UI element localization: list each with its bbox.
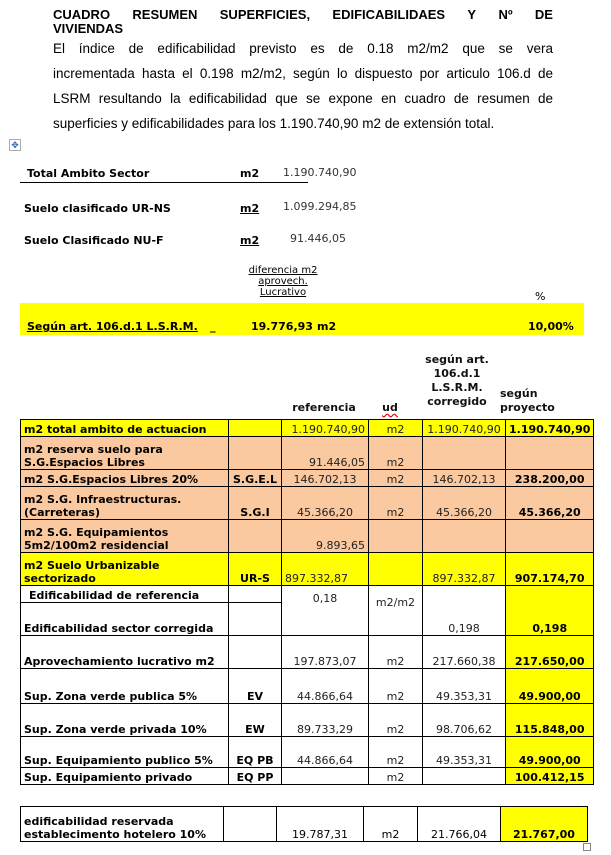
row-ud: m2 [369,437,423,470]
nu-f-value: 91.446,05 [290,232,346,245]
row-code: EQ PB [229,737,282,768]
row-code: S.G.I [229,487,282,520]
row-ref: 897.332,87 [282,553,369,586]
row-proj: 45.366,20 [506,487,594,520]
hotel-proj: 21.767,00 [501,807,588,842]
row-corr [423,768,506,785]
row-ud: m2 [369,420,423,437]
row-label: Edificabilidad sector corregida [21,603,229,636]
row-ref: 89.733,29 [282,704,369,737]
hotel-table [20,806,588,842]
row-ref: 45.366,20 [282,487,369,520]
row-corr [423,520,506,553]
hotel-label: edificabilidad reservada establecimento hotelero 10% [21,807,224,842]
ur-ns-label: Suelo clasificado UR-NS [24,202,171,215]
table-row [21,553,594,586]
hotel-corr: 21.766,04 [418,807,501,842]
header-line: L.S.R.M. [431,381,483,394]
heading-word: EDIFICABILIDAES [332,7,446,22]
table-row [21,520,594,553]
header-line: según art. [425,353,489,366]
row-proj: 0,198 [506,586,594,636]
hotel-ref: 19.787,31 [277,807,364,842]
heading-word: CUADRO [53,7,111,22]
header-corregido [414,353,500,409]
paragraph-line: El índice de edificabilidad previsto es de 0.18 m2/m2 que se vera [53,41,553,56]
row-corr [423,437,506,470]
intro-paragraph [53,36,553,136]
heading-word: Nº [498,7,513,22]
paragraph-line: incrementada hasta el 0.198 m2/m2, según lo dispuesto por articulo 106.d de [53,66,553,81]
row-code: EV [229,669,282,704]
row-corr: 146.702,13 [423,470,506,487]
heading-line-2: VIVIENDAS [53,21,124,36]
paragraph-line: superficies y edificabilidades para los 1.190.740,90 m2 de extensión total. [53,116,495,131]
row-proj: 100.412,15 [506,768,594,785]
row-ud: m2 [369,768,423,785]
header-ud-text: ud [382,401,398,414]
hotel-code [224,807,277,842]
row-ref: 197.873,07 [282,636,369,669]
row-ref: 91.446,05 [282,437,369,470]
header-proyecto [500,387,560,415]
row-ref: 44.866,64 [282,737,369,768]
row-corr: 49.353,31 [423,737,506,768]
row-corr: 49.353,31 [423,669,506,704]
table-row [21,487,594,520]
row-proj: 907.174,70 [506,553,594,586]
row-ud: m2 [369,487,423,520]
row-proj [506,437,594,470]
row-ref: 0,18 [282,586,369,636]
row-corr: 1.190.740,90 [423,420,506,437]
diff-header-line: aprovech. [258,276,308,287]
total-ambito-value: 1.190.740,90 [283,166,357,179]
row-code [229,636,282,669]
row-corr: 45.366,20 [423,487,506,520]
row-corr: 217.660,38 [423,636,506,669]
row-code: EQ PP [229,768,282,785]
row-code [229,520,282,553]
row-proj: 1.190.740,90 [506,420,594,437]
row-corr: 897.332,87 [423,553,506,586]
row-proj: 238.200,00 [506,470,594,487]
total-ambito-label: Total Ambito Sector [27,167,150,180]
row-code: EW [229,704,282,737]
table-move-handle-icon[interactable]: ✥ [9,139,21,151]
row-label: Sup. Equipamiento privado [21,768,229,785]
row-code: S.G.E.L [229,470,282,487]
row-label: m2 S.G. Equipamientos 5m2/100m2 residencial [21,520,229,553]
row-proj: 49.900,00 [506,669,594,704]
row-ud [369,553,423,586]
total-ambito-unit: m2 [240,167,260,180]
table-row [21,420,594,437]
row-ud: m2 [369,737,423,768]
row-ud: m2 [369,636,423,669]
row-ref: 9.893,65 [282,520,369,553]
table-row [21,737,594,768]
heading-word: DE [534,7,553,22]
row-ud: m2 [369,470,423,487]
heading-word: RESUMEN [132,7,198,22]
table-row [21,768,594,785]
diff-header-line: diferencia m2 [248,265,318,276]
diff-header-line: Lucrativo [259,287,307,298]
row-code [229,586,282,603]
table-row [21,437,594,470]
row-ud: m2 [369,704,423,737]
row-label: m2 S.G.Espacios Libres 20% [21,470,229,487]
row-ref [282,768,369,785]
row-proj: 49.900,00 [506,737,594,768]
cell-end-marker-icon [583,843,591,851]
row-proj [506,520,594,553]
row-corr: 98.706,62 [423,704,506,737]
segun-percent: 10,00% [528,320,574,333]
segun-value: 19.776,93 [251,320,313,333]
table-row [21,669,594,704]
row-code [229,420,282,437]
ur-ns-value: 1.099.294,85 [283,200,357,213]
row-ref: 146.702,13 [282,470,369,487]
table-row [21,636,594,669]
row-label: Sup. Zona verde publica 5% [21,669,229,704]
row-label: m2 S.G. Infraestructuras. (Carreteras) [21,487,229,520]
header-line: 106.d.1 [433,367,481,380]
row-label: m2 total ambito de actuacion [21,420,229,437]
row-ref: 44.866,64 [282,669,369,704]
row-corr: 0,198 [423,586,506,636]
header-line: corregido [427,395,487,408]
row-label: Sup. Zona verde privada 10% [21,704,229,737]
row-ud [369,520,423,553]
table-row [21,704,594,737]
hotel-ud: m2 [364,807,418,842]
summary-table [20,419,594,785]
ur-ns-unit: m2 [240,202,260,215]
heading-word: SUPERFICIES, [219,7,311,22]
row-ud: m2 [369,669,423,704]
divider [20,182,308,183]
nu-f-label: Suelo Clasificado NU-F [24,234,164,247]
row-code [229,437,282,470]
section-heading [53,8,553,36]
header-line: según [500,387,538,400]
header-line: proyecto [500,401,555,414]
segun-label: Según art. 106.d.1 L.S.R.M. [27,320,198,333]
row-proj: 217.650,00 [506,636,594,669]
table-row [21,807,588,842]
row-label: m2 Suelo Urbanizable sectorizado [21,553,229,586]
table-row [21,586,594,603]
row-label: Edificabilidad de referencia [21,586,229,603]
segun-dash: _ [210,320,216,333]
row-ud: m2/m2 [369,586,423,636]
row-label: Aprovechamiento lucrativo m2 [21,636,229,669]
row-label: Sup. Equipamiento publico 5% [21,737,229,768]
segun-unit: m2 [317,320,337,333]
diff-header [240,265,326,298]
row-code [229,603,282,636]
row-code: UR-S [229,553,282,586]
table-row [21,470,594,487]
row-ref: 1.190.740,90 [282,420,369,437]
header-ud [370,401,410,415]
row-proj: 115.848,00 [506,704,594,737]
row-label: m2 reserva suelo para S.G.Espacios Libres [21,437,229,470]
percent-header: % [535,290,546,303]
paragraph-line: LSRM resultando la edificabilidad que se expone en cuadro de resumen de [53,91,553,106]
header-referencia: referencia [292,401,356,414]
nu-f-unit: m2 [240,234,260,247]
heading-word: Y [467,7,477,22]
